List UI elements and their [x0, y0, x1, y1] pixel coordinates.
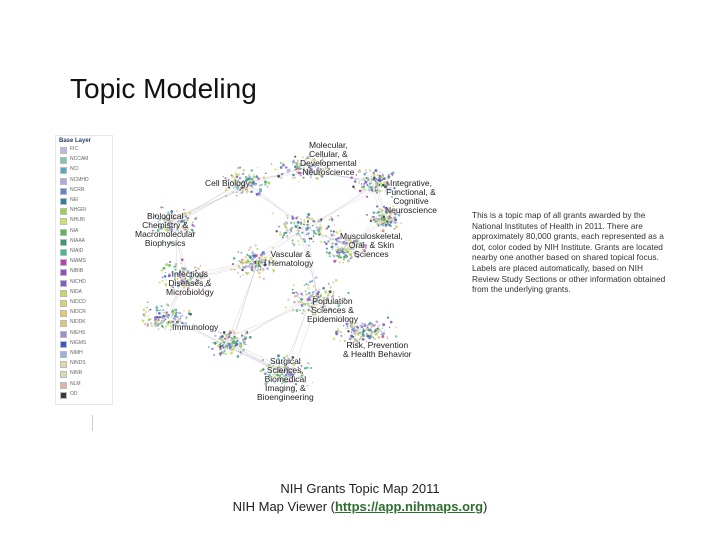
legend-item-label: NICHD [70, 278, 86, 285]
map-label-molecular-neuroscience: Molecular, Cellular, & Developmental Neuroscience [300, 140, 357, 177]
legend-item-label: NIDCR [70, 309, 86, 316]
map-label-biological-chemistry: Biological Chemistry & Macromolecular Biophysics [135, 211, 196, 248]
map-label-musculoskeletal: Musculoskeletal, Oral, & Skin Sciences [340, 231, 403, 259]
map-label-risk-prevention: Risk, Prevention & Health Behavior [343, 340, 412, 359]
legend-item-label: NIMH [70, 350, 83, 356]
legend-item-label: NIDCD [70, 299, 86, 305]
caption-source-prefix: NIH Map Viewer ( [232, 499, 335, 514]
figure-caption [0, 480, 720, 516]
legend-item-label: FIC [70, 146, 79, 152]
legend-item-label: NIGMS [70, 339, 87, 346]
map-label-cell-biology: Cell Biology [205, 178, 250, 188]
map-label-integrative-neuroscience: Integrative, Functional, & Cognitive Neuroscience [385, 178, 437, 215]
legend-item-label: NIAAA [70, 237, 86, 244]
legend-item-label: NIA [70, 227, 79, 234]
legend-item-label: NINR [70, 370, 83, 377]
caption-source [0, 498, 720, 516]
map-label-population-sciences: Population Sciences & Epidemiology [307, 296, 359, 324]
legend-item-label: NIEHS [70, 329, 86, 336]
legend-item-label: NLM [70, 380, 81, 387]
legend-item-label: NHGRI [70, 207, 87, 214]
legend-item-label: NIAID [70, 248, 84, 254]
legend-item-label: NIDDK [70, 319, 86, 326]
legend-item-label: NINDS [70, 360, 86, 367]
legend-item-label: NCRR [70, 186, 85, 193]
map-label-surgical-sciences: Surgical Sciences, Biomedical Imaging, & Bioengineering [257, 356, 314, 402]
slide-title: Topic Modeling [70, 73, 257, 104]
caption-title: NIH Grants Topic Map 2011 [280, 481, 440, 496]
legend-item-label: NCMHD [70, 176, 89, 183]
legend-title: Base Layer [59, 138, 92, 144]
legend-item-label: NHLBI [70, 217, 85, 224]
nihmaps-link[interactable]: https://app.nihmaps.org [334, 499, 484, 514]
legend-item-label: NIAMS [70, 258, 86, 265]
map-label-infectious-diseases: Infectious Diseases & Microbiology [166, 269, 214, 297]
legend-item-label: NIBIB [70, 268, 84, 275]
map-label-immunology: Immunology [172, 322, 219, 332]
map-description: This is a topic map of all grants awarded by the National Institutes of Health in 2011. There are approximately 80,000 grants, each represented as a dot, color coded by NIH Institute. Grants are located nearby one another based on shared topical focus. Labels are placed automatically, based on NIH Review Study Sections or other information obtained from the underlying grants. [472, 210, 666, 295]
legend-item-label: NIDA [70, 288, 82, 295]
map-label-vascular-hematology: Vascular & Hematology [268, 249, 314, 268]
legend-item-label: OD [70, 390, 78, 397]
caption-source-suffix: ) [483, 499, 488, 514]
legend-item-label: NEI [70, 197, 79, 203]
legend-item-label: NCCAM [70, 156, 89, 163]
legend-item-label: NCI [70, 166, 79, 173]
